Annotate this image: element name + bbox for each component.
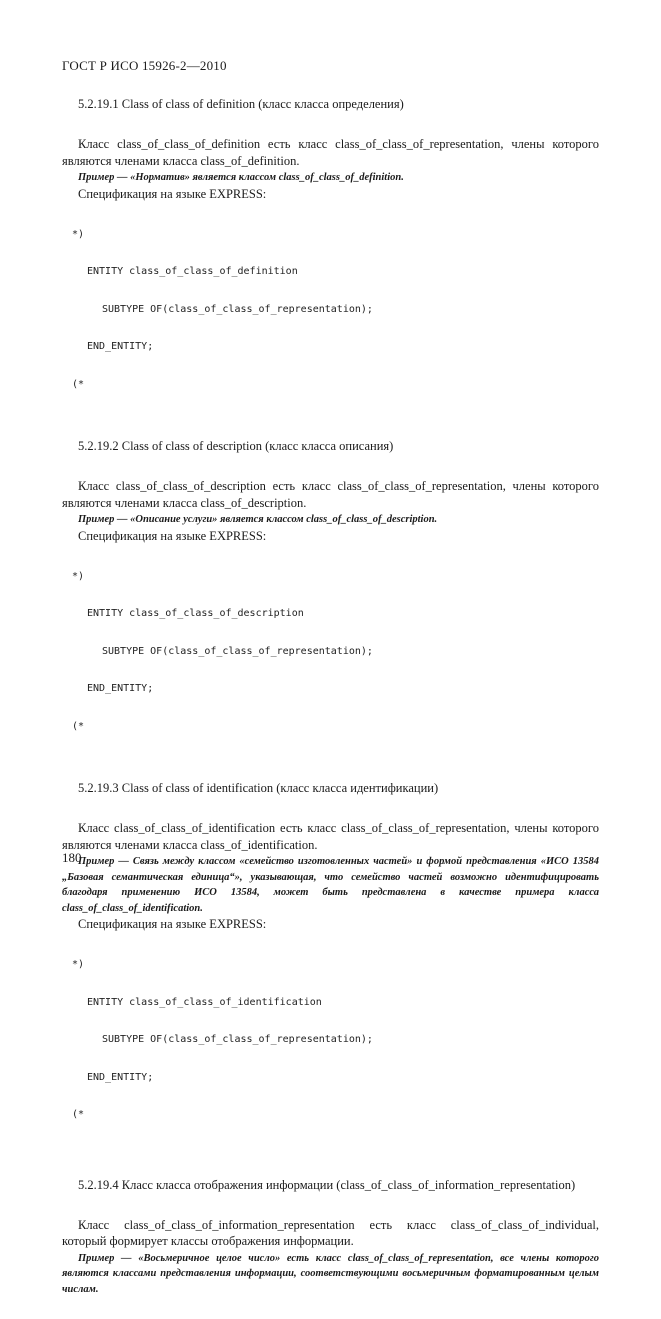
section-paragraph: Класс class_of_class_of_information_representation есть класс class_of_class_of_individual, который формирует классы отображения информации.: [62, 1217, 599, 1248]
document-header: ГОСТ Р ИСО 15926-2—2010: [62, 58, 227, 73]
code-subtype: SUBTYPE OF(class_of_class_of_representation);: [102, 1034, 373, 1045]
express-code-block: [62, 546, 599, 759]
express-code-block: [62, 204, 599, 417]
code-subtype: SUBTYPE OF(class_of_class_of_representation);: [102, 645, 373, 657]
section-5-2-19-3: [62, 780, 599, 1147]
section-5-2-19-1: [62, 96, 599, 416]
code-entity: ENTITY class_of_class_of_definition: [87, 266, 298, 277]
section-5-2-19-2: [62, 438, 599, 758]
code-end: END_ENTITY;: [87, 341, 154, 352]
code-close: (*: [72, 720, 85, 732]
code-open: *): [72, 570, 85, 582]
section-paragraph: Класс class_of_class_of_identification есть класс class_of_class_of_representation, члены которого являются членами класса class_of_identification.: [62, 821, 599, 852]
spec-label: Спецификация на языке EXPRESS:: [78, 186, 267, 201]
section-heading: 5.2.19.4 Класс класса отображения информации (class_of_class_of_information_representation): [78, 1177, 576, 1192]
section-heading: 5.2.19.1 Class of class of definition (класс класса определения): [78, 97, 404, 111]
code-entity: ENTITY class_of_class_of_description: [87, 608, 304, 619]
section-paragraph: Класс class_of_class_of_definition есть класс class_of_class_of_representation, члены которого являются членами класса class_of_definition.: [62, 137, 599, 168]
example-note: Пример — «Описание услуги» является классом class_of_class_of_description.: [78, 514, 438, 525]
example-note: Пример — «Восьмеричное целое число» есть класс class_of_class_of_representation, все члены которого являются классами представления информации, соответствующими восьмеричным форматированным целым числам.: [62, 1252, 599, 1295]
express-code-block: [62, 934, 599, 1147]
page-content: [62, 96, 599, 1319]
example-note: Пример — «Норматив» является классом class_of_class_of_definition.: [78, 172, 404, 183]
code-end: END_ENTITY;: [87, 683, 154, 694]
example-note: Пример — Связь между классом «семейство изготовленных частей» и формой представления «ИСО 13584 „Базовая семантическая единица“», указывающая, что семейство частей возможно идентифицировать благодаря применению ИСО 13584, может быть представлена в качестве примера класса class_of_class_of_identification.: [62, 856, 599, 914]
page-number: 180: [62, 850, 82, 865]
spec-label: Спецификация на языке EXPRESS:: [78, 917, 267, 931]
spec-label: Спецификация на языке EXPRESS:: [78, 528, 267, 543]
code-close: (*: [72, 378, 85, 390]
code-open: *): [72, 228, 85, 240]
section-heading: 5.2.19.3 Class of class of identification (класс класса идентификации): [78, 781, 439, 795]
code-subtype: SUBTYPE OF(class_of_class_of_representation);: [102, 303, 373, 315]
section-paragraph: Класс class_of_class_of_description есть класс class_of_class_of_representation, члены которого являются членами класса class_of_description.: [62, 479, 599, 510]
code-entity: ENTITY class_of_class_of_identification: [87, 996, 322, 1008]
code-open: *): [72, 959, 85, 970]
code-end: END_ENTITY;: [87, 1071, 154, 1083]
code-close: (*: [72, 1109, 85, 1120]
section-5-2-19-4: [62, 1177, 599, 1298]
section-heading: 5.2.19.2 Class of class of description (класс класса описания): [78, 439, 394, 453]
